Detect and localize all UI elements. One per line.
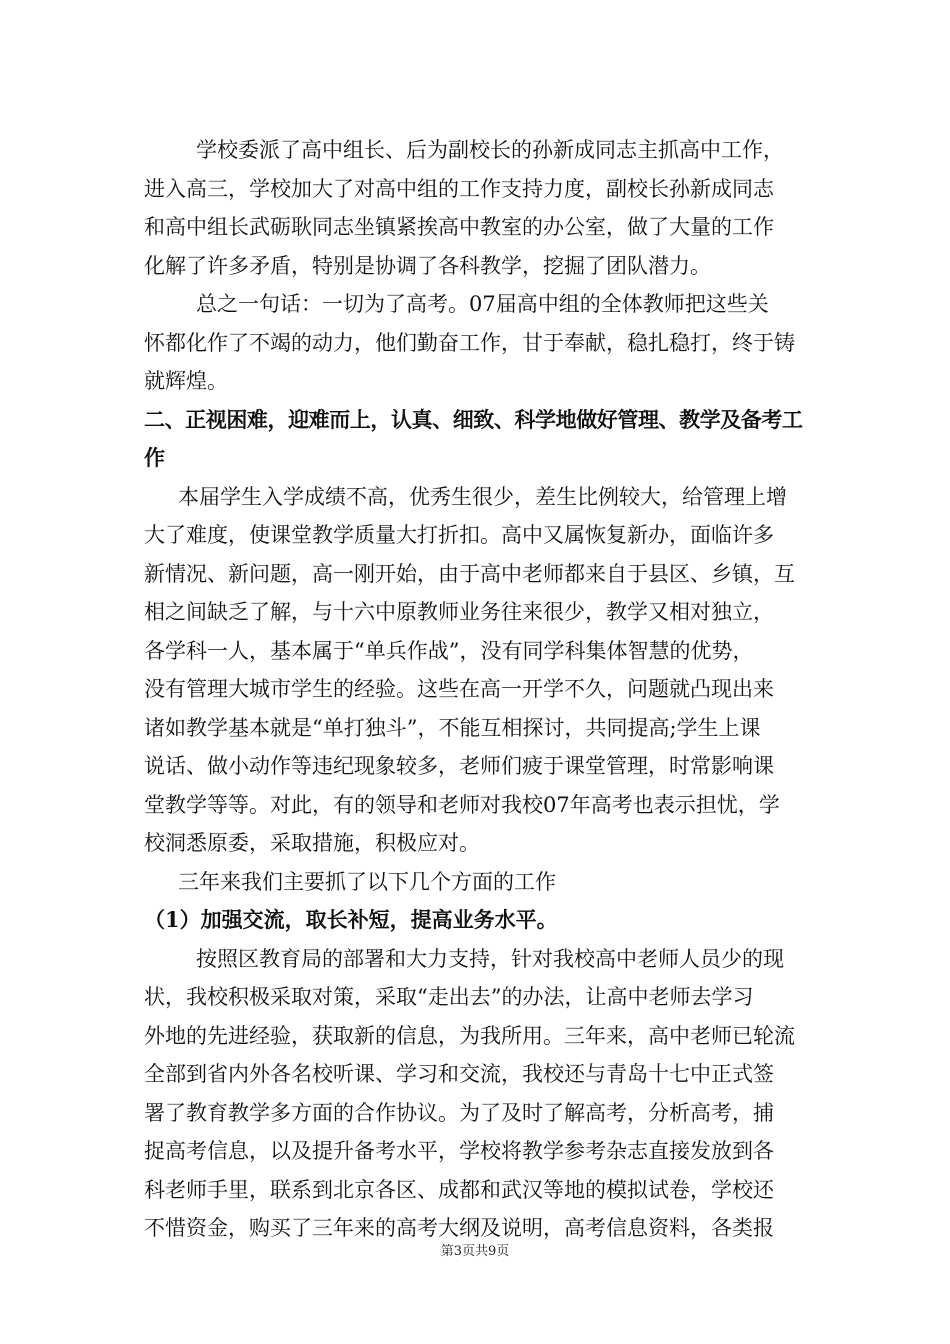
paragraph-line: 说话、做小动作等违纪现象较多，老师们疲于课堂管理，时常影响课 <box>144 754 774 778</box>
paragraph-line: 按照区教育局的部署和大力支持，针对我校高中老师人员少的现 <box>196 947 784 971</box>
paragraph-line: 和高中组长武砺耿同志坐镇紧挨高中教室的办公室，做了大量的工作 <box>144 215 774 239</box>
paragraph-line: 学校委派了高中组长、后为副校长的孙新成同志主抓高中工作， <box>196 138 784 162</box>
paragraph-line: 不惜资金，购买了三年来的高考大纲及说明，高考信息资料，各类报 <box>144 1216 774 1240</box>
paragraph-line: 没有管理大城市学生的经验。这些在高一开学不久，问题就凸现出来 <box>144 677 774 701</box>
paragraph-line: 校洞悉原委，采取措施，积极应对。 <box>144 831 480 855</box>
paragraph-line: 诸如教学基本就是“单打独斗”，不能互相探讨，共同提高;学生上课 <box>144 716 761 740</box>
paragraph-line: 各学科一人，基本属于“单兵作战”，没有同学科集体智慧的优势， <box>144 639 754 663</box>
paragraph-line: 化解了许多矛盾，特别是协调了各科教学，挖掘了团队潜力。 <box>144 254 711 278</box>
paragraph-line: 全部到省内外各名校听课、学习和交流，我校还与青岛十七中正式签 <box>144 1062 774 1086</box>
paragraph-line: 新情况、新问题，高一刚开始，由于高中老师都来自于县区、乡镇，互 <box>144 562 795 586</box>
paragraph-line: 就辉煌。 <box>144 369 228 393</box>
paragraph-line: 三年来我们主要抓了以下几个方面的工作 <box>178 870 556 894</box>
paragraph-line: 进入高三，学校加大了对高中组的工作支持力度，副校长孙新成同志 <box>144 177 774 201</box>
paragraph-line: 大了难度，使课堂教学质量大打折扣。高中又属恢复新办，面临许多 <box>144 523 774 547</box>
section-heading-line: 二、正视困难，迎难而上，认真、细致、科学地做好管理、教学及备考工 <box>144 407 803 432</box>
section-heading-line: 作 <box>144 445 165 470</box>
paragraph-line: 状，我校积极采取对策，采取“走出去”的办法，让高中老师去学习 <box>144 985 754 1009</box>
paragraph-line: 科老师手里，联系到北京各区、成都和武汉等地的模拟试卷，学校还 <box>144 1178 774 1202</box>
paragraph-line: 本届学生入学成绩不高，优秀生很少，差生比例较大，给管理上增 <box>178 485 787 509</box>
paragraph-line: 捉高考信息，以及提升备考水平，学校将教学参考杂志直接发放到各 <box>144 1139 774 1163</box>
paragraph-line: 堂教学等等。对此，有的领导和老师对我校07年高考也表示担忧，学 <box>144 793 780 817</box>
paragraph-line: 署了教育教学多方面的合作协议。为了及时了解高考，分析高考，捕 <box>144 1101 774 1125</box>
paragraph-line: 怀都化作了不竭的动力，他们勤奋工作，甘于奉献，稳扎稳打，终于铸 <box>144 331 795 355</box>
section-heading-line: （1）加强交流，取长补短，提高业务水平。 <box>144 907 558 932</box>
paragraph-line: 相之间缺乏了解，与十六中原教师业务往来很少，教学又相对独立， <box>144 600 774 624</box>
paragraph-line: 总之一句话：一切为了高考。07届高中组的全体教师把这些关 <box>196 292 769 316</box>
paragraph-line: 外地的先进经验，获取新的信息，为我所用。三年来，高中老师已轮流 <box>144 1024 795 1048</box>
page-footer: 第3页共9页 <box>440 1244 510 1259</box>
